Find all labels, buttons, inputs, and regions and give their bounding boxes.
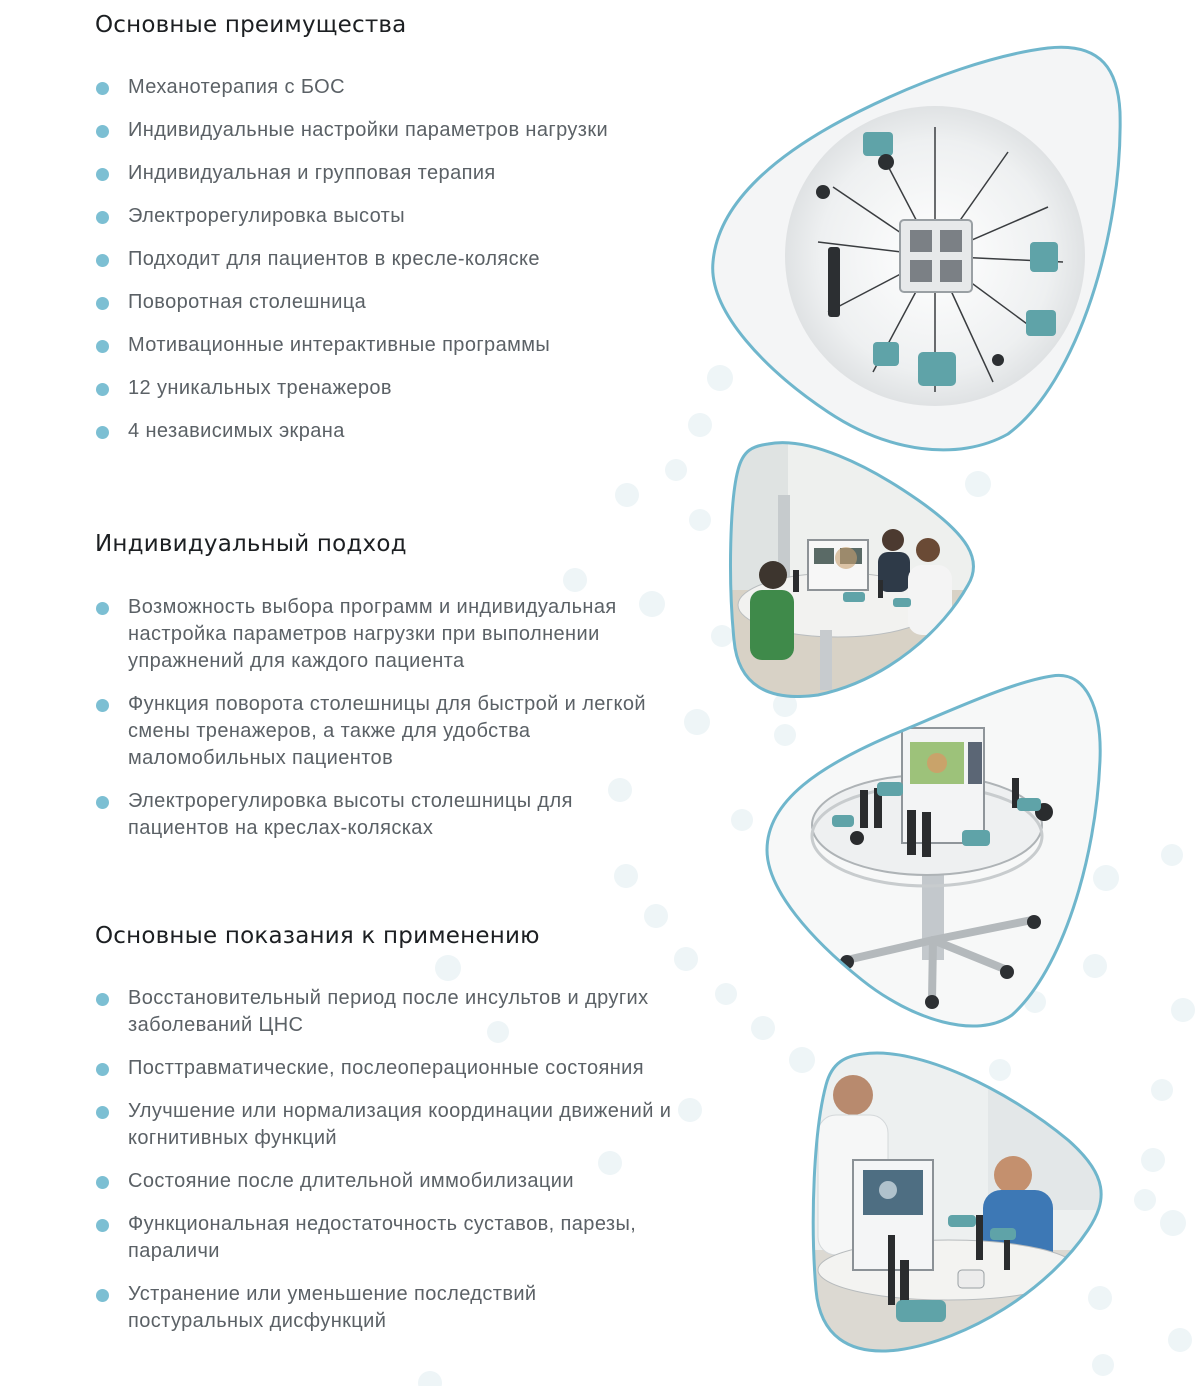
list-item: Индивидуальные настройки параметров нагрузки [95, 117, 628, 144]
bullet-dot-icon [96, 340, 109, 353]
background-dot [1141, 1148, 1165, 1172]
list-item: Посттравматические, послеоперационные состояния [95, 1055, 668, 1082]
section-title-individual-approach: Индивидуальный подход [95, 531, 407, 557]
background-dot [615, 483, 639, 507]
background-dot [1092, 1354, 1114, 1376]
bullet-dot-icon [96, 254, 109, 267]
indications-list [95, 985, 695, 1335]
background-dot [1161, 844, 1183, 866]
bullet-dot-icon [96, 168, 109, 181]
background-dot [1134, 1189, 1156, 1211]
background-dot [1171, 998, 1195, 1022]
list-item: Возможность выбора программ и индивидуальная настройка параметров нагрузки при выполнении упражнений для каждого пациента [95, 594, 628, 675]
bullet-dot-icon [96, 211, 109, 224]
individual-approach-list [95, 594, 695, 842]
device-top-view-photo [708, 42, 1123, 454]
list-item: Индивидуальная и групповая терапия [95, 160, 695, 187]
background-dot [715, 983, 737, 1005]
list-item: Поворотная столешница [95, 289, 695, 316]
advantages-list [95, 74, 695, 445]
list-item: Функция поворота столешницы для быстрой и легкой смены тренажеров, а также для удобства маломобильных пациентов [95, 691, 668, 772]
bullet-dot-icon [96, 1289, 109, 1302]
bullet-dot-icon [96, 297, 109, 310]
bullet-dot-icon [96, 383, 109, 396]
list-item: Электрорегулировка высоты [95, 203, 695, 230]
list-item: Электрорегулировка высоты столешницы для пациентов на креслах-колясках [95, 788, 648, 842]
section-title-indications: Основные показания к применению [95, 923, 540, 949]
list-item: Состояние после длительной иммобилизации [95, 1168, 728, 1195]
list-item: Улучшение или нормализация координации движений и когнитивных функций [95, 1098, 688, 1152]
background-dot [644, 904, 668, 928]
background-dot [731, 809, 753, 831]
bullet-dot-icon [96, 1063, 109, 1076]
list-item: Механотерапия с БОС [95, 74, 695, 101]
background-dot [418, 1371, 442, 1386]
bullet-dot-icon [96, 602, 109, 615]
bullet-dot-icon [96, 1176, 109, 1189]
list-item: Функциональная недостаточность суставов, парезы, параличи [95, 1211, 688, 1265]
background-dot [563, 568, 587, 592]
list-item: Устранение или уменьшение последствий постуральных дисфункций [95, 1281, 668, 1335]
bullet-dot-icon [96, 426, 109, 439]
bullet-dot-icon [96, 796, 109, 809]
list-item: 12 уникальных тренажеров [95, 375, 695, 402]
bullet-dot-icon [96, 993, 109, 1006]
background-dot [435, 955, 461, 981]
patient-with-doctor-photo [808, 1050, 1108, 1354]
background-dot [674, 947, 698, 971]
list-item: Мотивационные интерактивные программы [95, 332, 695, 359]
list-item: Подходит для пациентов в кресле-коляске [95, 246, 695, 273]
list-item: Восстановительный период после инсультов и других заболеваний ЦНС [95, 985, 698, 1039]
background-dot [689, 509, 711, 531]
background-dot [1151, 1079, 1173, 1101]
device-3d-render-photo [762, 670, 1104, 1028]
bullet-dot-icon [96, 82, 109, 95]
group-therapy-photo [728, 440, 980, 698]
background-dot [614, 864, 638, 888]
background-dot [1160, 1210, 1186, 1236]
bullet-dot-icon [96, 125, 109, 138]
background-dot [665, 459, 687, 481]
bullet-dot-icon [96, 1106, 109, 1119]
bullet-dot-icon [96, 699, 109, 712]
list-item: 4 независимых экрана [95, 418, 695, 445]
bullet-dot-icon [96, 1219, 109, 1232]
background-dot [1168, 1328, 1192, 1352]
section-title-advantages: Основные преимущества [95, 12, 407, 38]
